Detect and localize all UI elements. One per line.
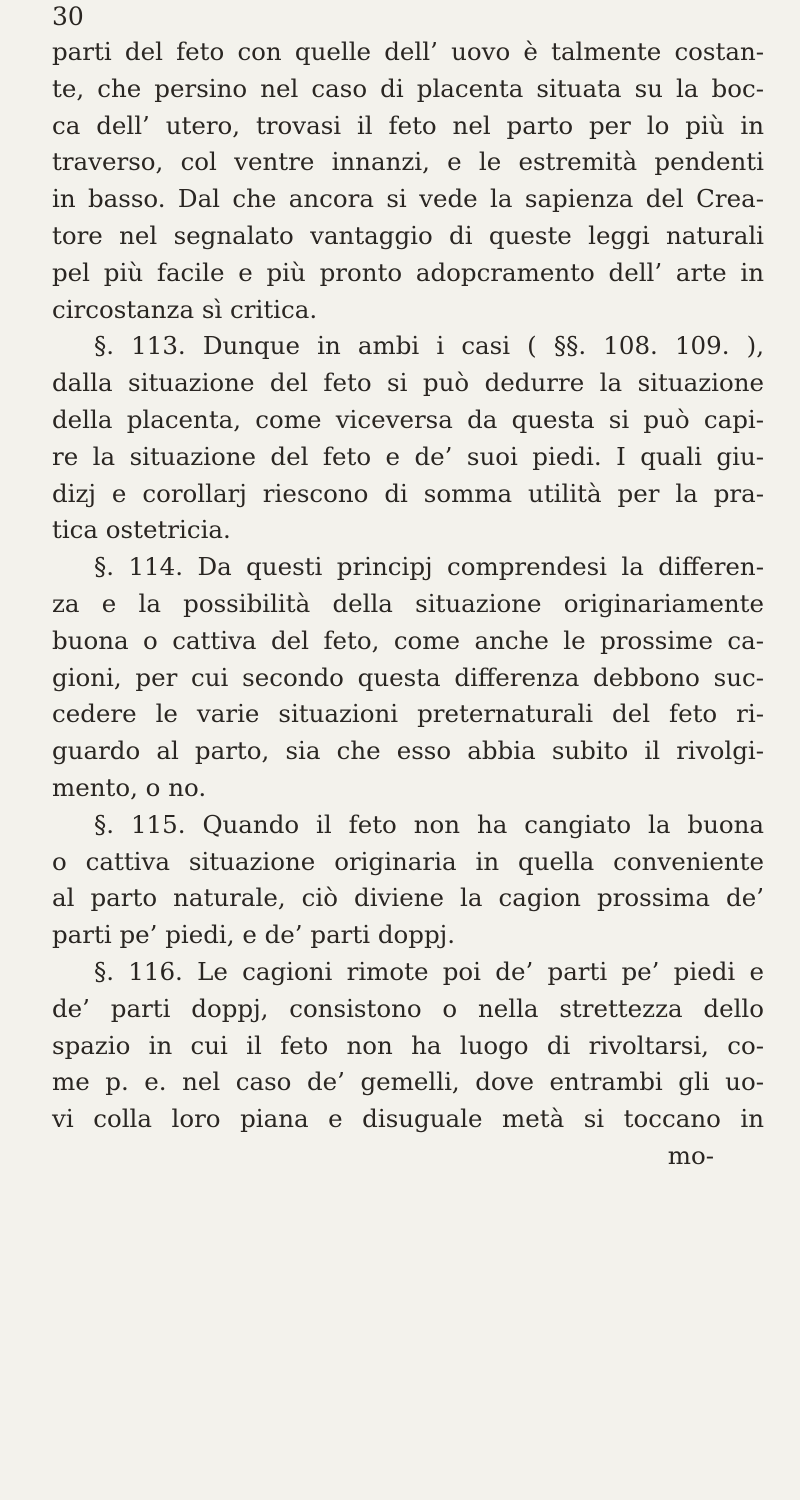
text-line-29: me p. e. nel caso de’ gemelli, dove entrambi gli uo- xyxy=(52,1067,764,1097)
section-116-line-1: §. 116. Le cagioni rimote poi de’ parti pe’ piedi e xyxy=(94,956,764,986)
page-number: 30 xyxy=(52,2,84,31)
text-line-13: dizj e corollarj riescono di somma utilità per la pra- xyxy=(52,478,764,508)
section-115-line-1: §. 115. Quando il feto non ha cangiato la buona xyxy=(94,809,764,839)
text-line-28: spazio in cui il feto non ha luogo di rivoltarsi, co- xyxy=(52,1030,764,1060)
section-114-line-1: §. 114. Da questi principj comprendesi la differen- xyxy=(94,552,764,582)
catchword: mo- xyxy=(667,1140,714,1170)
text-line-19: cedere le varie situazioni preternaturali del feto ri- xyxy=(52,699,764,729)
text-line-12: re la situazione del feto e de’ suoi piedi. I quali giu- xyxy=(52,441,764,471)
body-text xyxy=(52,34,764,1175)
text-line-17: buona o cattiva del feto, come anche le prossime ca- xyxy=(52,625,764,655)
text-line-7: pel più facile e più pronto adopcramento dell’ arte in xyxy=(52,257,764,287)
text-line-24: al parto naturale, ciò diviene la cagion prossima de’ xyxy=(52,883,764,913)
text-line-23: o cattiva situazione originaria in quella conveniente xyxy=(52,846,764,876)
text-line-6: tore nel segnalato vantaggio di queste leggi naturali xyxy=(52,220,764,250)
text-line-25: parti pe’ piedi, e de’ parti doppj. xyxy=(52,920,456,950)
text-line-27: de’ parti doppj, consistono o nella strettezza dello xyxy=(52,993,764,1023)
text-line-5: in basso. Dal che ancora si vede la sapienza del Crea- xyxy=(52,184,764,214)
text-line-30: vi colla loro piana e disuguale metà si toccano in xyxy=(52,1104,764,1134)
text-line-8: circostanza sì critica. xyxy=(52,294,318,324)
text-line-10: dalla situazione del feto si può dedurre la situazione xyxy=(52,368,764,398)
text-line-1: parti del feto con quelle dell’ uovo è talmente costan- xyxy=(52,37,764,66)
text-line-11: della placenta, come viceversa da questa si può capi- xyxy=(52,404,764,434)
text-line-16: za e la possibilità della situazione originariamente xyxy=(52,588,764,618)
text-line-20: guardo al parto, sia che esso abbia subito il rivolgi- xyxy=(52,736,764,766)
text-line-21: mento, o no. xyxy=(52,772,207,802)
section-113-line-1: §. 113. Dunque in ambi i casi ( §§. 108. 109. ), xyxy=(94,331,764,361)
text-line-18: gioni, per cui secondo questa differenza debbono suc- xyxy=(52,662,764,692)
text-line-4: traverso, col ventre innanzi, e le estremità pendenti xyxy=(52,147,764,177)
text-line-14: tica ostetricia. xyxy=(52,515,231,545)
text-line-3: ca dell’ utero, trovasi il feto nel parto per lo più in xyxy=(52,110,764,140)
text-line-2: te, che persino nel caso di placenta situata su la boc- xyxy=(52,73,764,103)
